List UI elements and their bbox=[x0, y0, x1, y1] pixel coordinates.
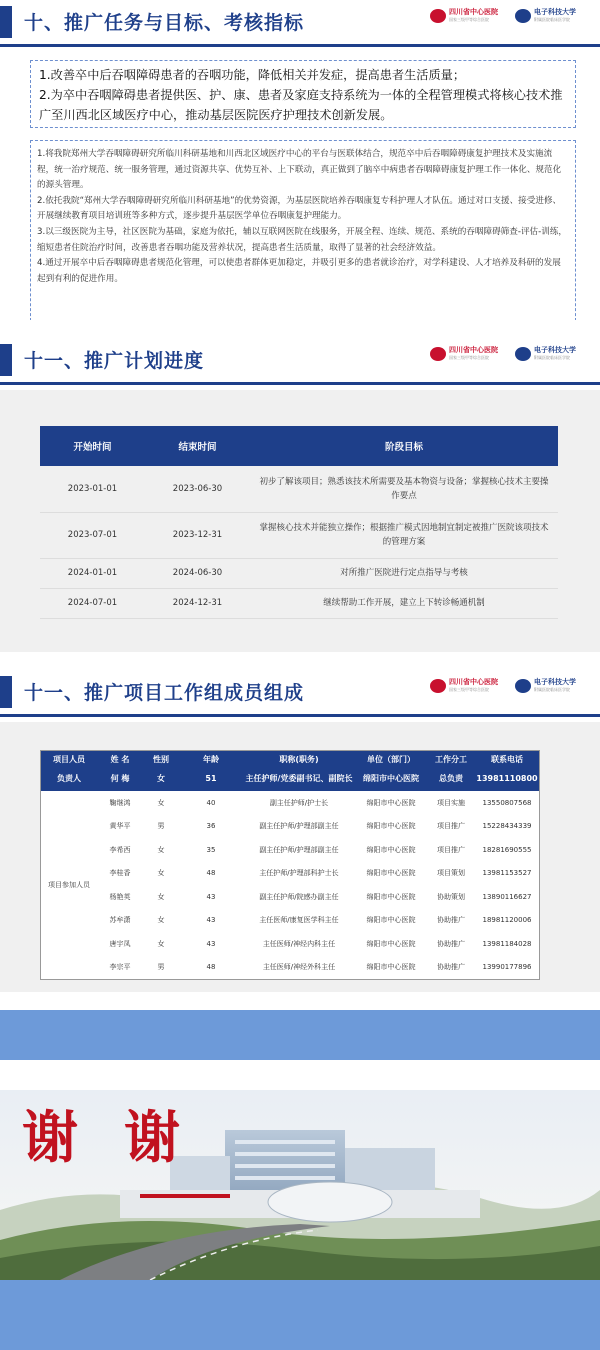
duty-cell: 协助策划 bbox=[437, 892, 465, 901]
hospital-logo-sub: 国家三级甲等综合医院 bbox=[449, 17, 489, 22]
unit-cell: 绵阳市中心医院 bbox=[366, 892, 416, 901]
name-cell: 李宗平 bbox=[109, 963, 131, 972]
hospital-logo-sub: 国家三级甲等综合医院 bbox=[449, 687, 489, 692]
header-divider bbox=[0, 714, 600, 717]
university-logo-sub: 附属医院临床医学院 bbox=[534, 17, 570, 22]
age-cell: 48 bbox=[206, 869, 216, 878]
members-table bbox=[41, 751, 539, 979]
table-header-row bbox=[40, 426, 558, 466]
gender-cell: 女 bbox=[157, 798, 165, 807]
university-logo bbox=[515, 346, 592, 362]
gender-cell: 女 bbox=[157, 892, 165, 901]
logo-group bbox=[430, 678, 592, 694]
slide-header bbox=[0, 338, 600, 382]
table-row bbox=[41, 909, 539, 933]
table-row bbox=[41, 791, 539, 815]
duty-cell: 总负责 bbox=[427, 767, 475, 791]
hospital-logo-name: 四川省中心医院 bbox=[449, 678, 498, 686]
unit-cell: 绵阳市中心医院 bbox=[366, 798, 416, 807]
stage-goal-cell: 掌握核心技术并能独立操作；根据推广模式因地制宜制定被推广医院该项技术的管理方案 bbox=[250, 512, 558, 558]
indicator-item: 1.将我院郑州大学吞咽障碍研究所临川科研基地和川西北区域医疗中心的平台与医联体结合，规范卒中后吞咽障碍康复护理技术及实施流程，统一治疗规范、统一服务管理，通过资源共享、优势互补、上下联动，真正做到了脑卒中病患者吞咽障碍康复护理工作一体化、规范化的源头管理。 bbox=[37, 149, 562, 191]
unit-cell: 绵阳市中心医院 bbox=[366, 822, 416, 831]
title-cell: 主任医师/神经外科主任 bbox=[262, 963, 336, 972]
logo-group bbox=[430, 346, 592, 362]
slide-separator bbox=[0, 320, 600, 338]
column-header: 结束时间 bbox=[145, 426, 250, 466]
indicator-item: 2.依托我院“郑州大学吞咽障碍研究所临川科研基地”的优势资源，为基层医院培养吞咽康复专科护理人才队伍。通过对口支援、接受进修、开展继续教育项目培训班等多种方式，逐步提升基层医学单位吞咽康复护理能力。 bbox=[37, 195, 562, 222]
table-row bbox=[40, 588, 558, 618]
slide-separator bbox=[0, 992, 600, 1010]
members-table-frame bbox=[40, 750, 540, 980]
duty-cell: 协助推广 bbox=[437, 916, 465, 925]
slide-header bbox=[0, 670, 600, 714]
header-divider bbox=[0, 44, 600, 47]
end-date-cell: 2024-06-30 bbox=[145, 558, 250, 588]
title-cell: 副主任护师/护理部副主任 bbox=[259, 822, 339, 831]
start-date-cell: 2023-07-01 bbox=[40, 512, 145, 558]
title-cell: 主任护师/党委副书记、副院长 bbox=[243, 767, 355, 791]
hospital-logo bbox=[430, 678, 507, 694]
column-header: 姓 名 bbox=[97, 751, 143, 767]
end-date-cell: 2024-12-31 bbox=[145, 588, 250, 618]
column-header: 性别 bbox=[143, 751, 179, 767]
duty-cell: 项目策划 bbox=[437, 869, 465, 878]
thank-you-text: 谢谢 bbox=[22, 1105, 226, 1171]
university-emblem-icon bbox=[515, 9, 531, 23]
progress-table bbox=[40, 426, 558, 619]
goal-item: 1.改善卒中后吞咽障碍患者的吞咽功能，降低相关并发症，提高患者生活质量； bbox=[39, 68, 466, 82]
header-accent-bar bbox=[0, 344, 12, 376]
column-header: 联系电话 bbox=[475, 751, 539, 767]
age-cell: 36 bbox=[206, 822, 216, 831]
age-cell: 51 bbox=[179, 767, 243, 791]
end-date-cell: 2023-06-30 bbox=[145, 466, 250, 512]
hospital-logo bbox=[430, 346, 507, 362]
start-date-cell: 2023-01-01 bbox=[40, 466, 145, 512]
indicators-box bbox=[30, 140, 576, 326]
title-cell: 副主任护师/护理部副主任 bbox=[259, 845, 339, 854]
title-cell: 副主任护师/护士长 bbox=[269, 798, 329, 807]
gender-cell: 女 bbox=[143, 767, 179, 791]
phone-cell: 13990177896 bbox=[482, 963, 532, 972]
university-logo bbox=[515, 678, 592, 694]
title-cell: 主任护师/护理部科护士长 bbox=[259, 869, 339, 878]
name-cell: 黄华平 bbox=[109, 822, 131, 831]
phone-cell: 18281690555 bbox=[482, 845, 532, 854]
age-cell: 40 bbox=[206, 798, 216, 807]
unit-cell: 绵阳市中心医院 bbox=[366, 845, 416, 854]
slide-thank-you bbox=[0, 1010, 600, 1350]
table-row bbox=[41, 815, 539, 839]
slide-tasks-goals bbox=[0, 0, 600, 338]
duty-cell: 项目推广 bbox=[437, 822, 465, 831]
table-row bbox=[41, 932, 539, 956]
column-header: 工作分工 bbox=[427, 751, 475, 767]
phone-cell: 13890116627 bbox=[482, 892, 532, 901]
name-cell: 何 梅 bbox=[97, 767, 143, 791]
title-cell: 主任医师/神经内科主任 bbox=[262, 939, 336, 948]
table-row bbox=[41, 862, 539, 886]
slide-separator bbox=[0, 652, 600, 670]
table-row bbox=[41, 956, 539, 980]
stage-goal-cell: 继续帮助工作开展，建立上下转诊畅通机制 bbox=[250, 588, 558, 618]
slide-title: 十、推广任务与目标、考核指标 bbox=[24, 12, 305, 34]
column-header: 单位（部门） bbox=[355, 751, 427, 767]
hospital-emblem-icon bbox=[430, 347, 446, 361]
age-cell: 43 bbox=[206, 892, 216, 901]
role-cell: 负责人 bbox=[41, 767, 97, 791]
university-logo bbox=[515, 8, 592, 24]
table-header-row bbox=[41, 751, 539, 767]
university-logo-name: 电子科技大学 bbox=[534, 678, 576, 686]
gender-cell: 女 bbox=[157, 845, 165, 854]
start-date-cell: 2024-07-01 bbox=[40, 588, 145, 618]
header-divider bbox=[0, 382, 600, 385]
logo-group bbox=[430, 8, 592, 24]
slide-header bbox=[0, 0, 600, 44]
phone-cell: 15228434339 bbox=[482, 822, 532, 831]
phone-cell: 18981120006 bbox=[482, 916, 532, 925]
white-band bbox=[0, 1060, 600, 1090]
name-cell: 李希西 bbox=[109, 845, 131, 854]
unit-cell: 绵阳市中心医院 bbox=[355, 767, 427, 791]
stage-goal-cell: 对所推广医院进行定点指导与考核 bbox=[250, 558, 558, 588]
university-logo-name: 电子科技大学 bbox=[534, 8, 576, 16]
phone-cell: 13981110800 bbox=[475, 767, 539, 791]
university-logo-sub: 附属医院临床医学院 bbox=[534, 355, 570, 360]
header-accent-bar bbox=[0, 676, 12, 708]
table-row bbox=[40, 466, 558, 512]
university-emblem-icon bbox=[515, 679, 531, 693]
slide-team-members bbox=[0, 670, 600, 1010]
slide-plan-progress bbox=[0, 338, 600, 670]
hospital-emblem-icon bbox=[430, 9, 446, 23]
hospital-logo bbox=[430, 8, 507, 24]
title-cell: 主任医师/康复医学科主任 bbox=[259, 916, 339, 925]
phone-cell: 13550807568 bbox=[482, 798, 532, 807]
age-cell: 43 bbox=[206, 939, 216, 948]
phone-cell: 13981184028 bbox=[482, 939, 532, 948]
gender-cell: 男 bbox=[157, 822, 165, 831]
lead-row bbox=[41, 767, 539, 791]
table-row bbox=[40, 558, 558, 588]
age-cell: 43 bbox=[206, 916, 216, 925]
university-logo-sub: 附属医院临床医学院 bbox=[534, 687, 570, 692]
slide-title: 十一、推广计划进度 bbox=[24, 350, 205, 372]
unit-cell: 绵阳市中心医院 bbox=[366, 939, 416, 948]
title-cell: 副主任护师/院感办副主任 bbox=[259, 892, 339, 901]
indicator-item: 4.通过开展卒中后吞咽障碍患者规范化管理，可以使患者群体更加稳定，并吸引更多的患者就诊治疗，对学科建设、人才培养及科研的发展起到有利的促进作用。 bbox=[37, 258, 561, 284]
start-date-cell: 2024-01-01 bbox=[40, 558, 145, 588]
age-cell: 48 bbox=[206, 963, 216, 972]
gender-cell: 男 bbox=[157, 963, 165, 972]
name-cell: 杨艳英 bbox=[109, 892, 131, 901]
name-cell: 唐宇凤 bbox=[109, 939, 131, 948]
phone-cell: 13981153527 bbox=[482, 869, 532, 878]
age-cell: 35 bbox=[206, 845, 216, 854]
table-row bbox=[41, 838, 539, 862]
header-accent-bar bbox=[0, 6, 12, 38]
stage-goal-cell: 初步了解该项目；熟悉该技术所需要及基本物资与设备；掌握核心技术主要操作要点 bbox=[250, 466, 558, 512]
column-header: 阶段目标 bbox=[250, 426, 558, 466]
name-cell: 鞠继鸿 bbox=[109, 798, 131, 807]
column-header: 职称(职务) bbox=[243, 751, 355, 767]
column-header: 年龄 bbox=[179, 751, 243, 767]
top-stripe bbox=[0, 1010, 600, 1060]
gender-cell: 女 bbox=[157, 869, 165, 878]
hospital-logo-name: 四川省中心医院 bbox=[449, 8, 498, 16]
duty-cell: 协助推广 bbox=[437, 963, 465, 972]
table-row bbox=[40, 512, 558, 558]
hospital-logo-name: 四川省中心医院 bbox=[449, 346, 498, 354]
end-date-cell: 2023-12-31 bbox=[145, 512, 250, 558]
table-row bbox=[41, 885, 539, 909]
group-label-cell: 项目参加人员 bbox=[48, 881, 90, 889]
gender-cell: 女 bbox=[157, 916, 165, 925]
goal-item: 2.为卒中吞咽障碍患者提供医、护、康、患者及家庭支持系统为一体的全程管理模式将核心技术推广至川西北区域医疗中心，推动基层医院医疗护理技术创新发展。 bbox=[39, 88, 563, 122]
column-header: 项目人员 bbox=[41, 751, 97, 767]
hospital-emblem-icon bbox=[430, 679, 446, 693]
university-logo-name: 电子科技大学 bbox=[534, 346, 576, 354]
unit-cell: 绵阳市中心医院 bbox=[366, 916, 416, 925]
university-emblem-icon bbox=[515, 347, 531, 361]
bottom-stripe bbox=[0, 1280, 600, 1350]
column-header: 开始时间 bbox=[40, 426, 145, 466]
indicator-item: 3.以三级医院为主导，社区医院为基础，家庭为依托，辅以互联网医院在线服务，开展全程、连续、规范、系统的吞咽障碍筛查-评估-训练，缩短患者住院治疗时间，改善患者吞咽功能及营养状况，提高患者生活质量，取得了显著的社会经济效益。 bbox=[37, 226, 568, 253]
gender-cell: 女 bbox=[157, 939, 165, 948]
name-cell: 李桂香 bbox=[109, 869, 131, 878]
unit-cell: 绵阳市中心医院 bbox=[366, 963, 416, 972]
hospital-logo-sub: 国家三级甲等综合医院 bbox=[449, 355, 489, 360]
unit-cell: 绵阳市中心医院 bbox=[366, 869, 416, 878]
duty-cell: 项目实施 bbox=[437, 798, 465, 807]
slide-title: 十一、推广项目工作组成员组成 bbox=[24, 682, 305, 704]
goals-box bbox=[30, 60, 576, 128]
name-cell: 苏牟潇 bbox=[109, 916, 131, 925]
duty-cell: 协助推广 bbox=[437, 939, 465, 948]
duty-cell: 项目推广 bbox=[437, 845, 465, 854]
